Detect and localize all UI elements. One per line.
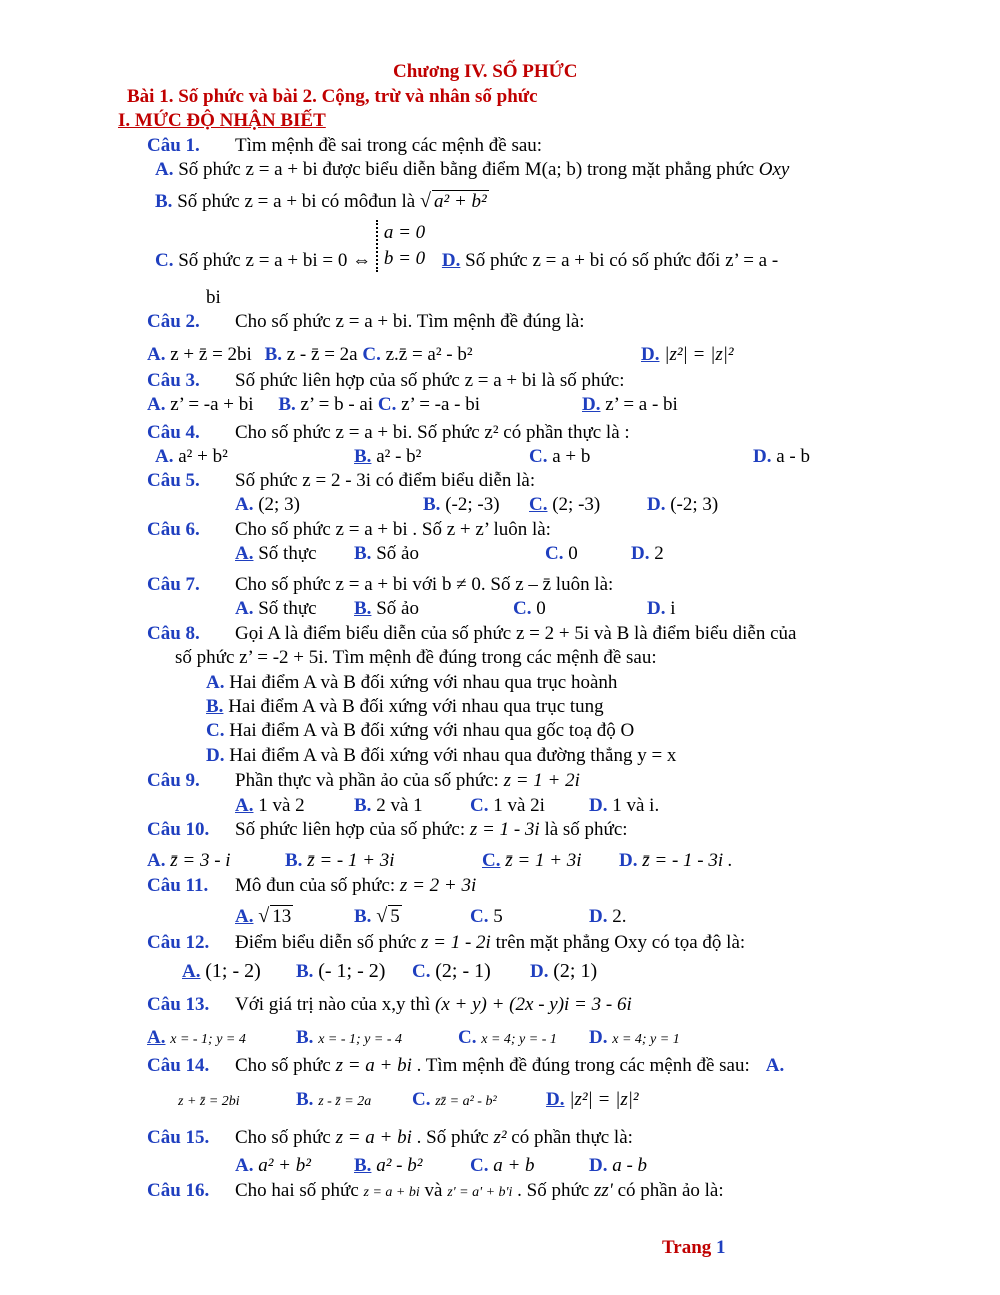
q7-option-b: B. Số ảo bbox=[354, 598, 419, 619]
q14-option-c: C. zz̄ = a² - b² bbox=[412, 1089, 497, 1110]
q1-option-a: A. Số phức z = a + bi được biểu diễn bằng điểm M(a; b) trong mặt phẳng phức Oxy bbox=[155, 159, 790, 180]
q12-option-b: B. (- 1; - 2) bbox=[296, 960, 386, 982]
q5-option-c: C. (2; -3) bbox=[529, 494, 601, 515]
q11-option-b: B. √ 5 bbox=[354, 906, 402, 928]
q6-option-d: D. 2 bbox=[631, 543, 664, 564]
q12-option-d: D. (2; 1) bbox=[530, 960, 598, 982]
q11-option-c: C. 5 bbox=[470, 906, 503, 927]
sqrt-expr: √ a² + b² bbox=[420, 191, 489, 213]
q13-option-b: B. x = - 1; y = - 4 bbox=[296, 1027, 402, 1048]
q8-option-a: A. Hai điểm A và B đối xứng với nhau qua trục hoành bbox=[206, 672, 618, 693]
question-label: Câu 1. bbox=[147, 135, 200, 156]
q14-option-d: D. |z²| = |z|² bbox=[546, 1089, 639, 1110]
q4-option-a: A. a² + b² bbox=[155, 446, 228, 467]
q8-option-b: B. Hai điểm A và B đối xứng với nhau qua trục tung bbox=[206, 696, 604, 717]
q5-option-d: D. (-2; 3) bbox=[647, 494, 719, 515]
q10-option-d: D. z̄ = - 1 - 3i . bbox=[619, 850, 733, 871]
q9-option-d: D. 1 và i. bbox=[589, 795, 660, 816]
q2-options: A. z + z̄ = 2bi B. z - z̄ = 2a C. z.z̄ = a² - b² bbox=[147, 344, 473, 365]
q8-option-d: D. Hai điểm A và B đối xứng với nhau qua đường thẳng y = x bbox=[206, 745, 677, 766]
q9-option-b: B. 2 và 1 bbox=[354, 795, 423, 816]
q9-option-a: A. 1 và 2 bbox=[235, 795, 305, 816]
q5-option-b: B. (-2; -3) bbox=[423, 494, 500, 515]
q6-option-a: A. Số thực bbox=[235, 543, 317, 564]
lesson-subtitle: Bài 1. Số phức và bài 2. Cộng, trừ và nhân số phức bbox=[127, 86, 538, 107]
q10-option-b: B. z̄ = - 1 + 3i bbox=[285, 850, 395, 871]
q6-option-b: B. Số ảo bbox=[354, 543, 419, 564]
q11-option-a: A. √ 13 bbox=[235, 906, 293, 928]
question-9: Câu 9. Phần thực và phần ảo của số phức: z = 1 + 2i bbox=[147, 770, 580, 791]
q8-option-c: C. Hai điểm A và B đối xứng với nhau qua gốc toạ độ O bbox=[206, 720, 635, 741]
q15-option-a: A. a² + b² bbox=[235, 1155, 311, 1176]
question-8: Câu 8. Gọi A là điểm biểu diễn của số phức z = 2 + 5i và B là điểm biểu diễn của bbox=[147, 623, 797, 644]
q13-option-d: D. x = 4; y = 1 bbox=[589, 1027, 680, 1048]
question-16: Câu 16. Cho hai số phức z = a + bi và z' = a' + b'i . Số phức zz' có phần ảo là: bbox=[147, 1180, 724, 1201]
q2-option-d: D. |z²| = |z|² bbox=[641, 344, 734, 365]
question-14: Câu 14. Cho số phức z = a + bi . Tìm mệnh đề đúng trong các mệnh đề sau: A. bbox=[147, 1055, 785, 1076]
q4-option-c: C. a + b bbox=[529, 446, 591, 467]
q12-option-a: A. (1; - 2) bbox=[182, 960, 261, 982]
question-8-continued: số phức z’ = -2 + 5i. Tìm mệnh đề đúng trong các mệnh đề sau: bbox=[175, 647, 657, 668]
section-heading: I. MỨC ĐỘ NHẬN BIẾT bbox=[118, 110, 326, 131]
question-5: Câu 5. Số phức z = 2 - 3i có điểm biểu diễn là: bbox=[147, 470, 536, 491]
q3-options: A. z’ = -a + bi B. z’ = b - ai C. z’ = -a - bi bbox=[147, 394, 481, 415]
q13-option-c: C. x = 4; y = - 1 bbox=[458, 1027, 557, 1048]
q14-option-a: z + z̄ = 2bi bbox=[178, 1094, 240, 1109]
q5-option-a: A. (2; 3) bbox=[235, 494, 300, 515]
q15-option-d: D. a - b bbox=[589, 1155, 648, 1176]
q7-option-a: A. Số thực bbox=[235, 598, 317, 619]
q6-option-c: C. 0 bbox=[545, 543, 578, 564]
q10-option-c: C. z̄ = 1 + 3i bbox=[482, 850, 582, 871]
question-10: Câu 10. Số phức liên hợp của số phức: z = 1 - 3i là số phức: bbox=[147, 819, 628, 840]
question-6: Câu 6. Cho số phức z = a + bi . Số z + z’ luôn là: bbox=[147, 519, 551, 540]
question-15: Câu 15. Cho số phức z = a + bi . Số phức z² có phần thực là: bbox=[147, 1127, 633, 1148]
q12-option-c: C. (2; - 1) bbox=[412, 960, 491, 982]
question-7: Câu 7. Cho số phức z = a + bi với b ≠ 0. Số z – z̄ luôn là: bbox=[147, 574, 614, 595]
question-13: Câu 13. Với giá trị nào của x,y thì (x + y) + (2x - y)i = 3 - 6i bbox=[147, 994, 632, 1015]
q7-option-d: D. i bbox=[647, 598, 676, 619]
q13-option-a: A. x = - 1; y = 4 bbox=[147, 1027, 246, 1048]
question-1: Câu 1. Tìm mệnh đề sai trong các mệnh đề sau: bbox=[147, 135, 543, 156]
q1-option-d-continued: bi bbox=[206, 287, 221, 308]
q14-option-b: B. z - z̄ = 2a bbox=[296, 1089, 372, 1110]
question-12: Câu 12. Điểm biểu diễn số phức z = 1 - 2i trên mặt phẳng Oxy có tọa độ là: bbox=[147, 932, 746, 953]
equation-system: a = 0 b = 0 bbox=[376, 220, 425, 272]
q4-option-d: D. a - b bbox=[753, 446, 810, 467]
q1-option-c: C. Số phức z = a + bi = 0 ⇔ a = 0 b = 0 D. Số phức z = a + bi có số phức đối z’ = a - bbox=[155, 222, 779, 272]
chapter-title: Chương IV. SỐ PHỨC bbox=[393, 61, 578, 82]
question-4: Câu 4. Cho số phức z = a + bi. Số phức z² có phần thực là : bbox=[147, 422, 630, 443]
q7-option-c: C. 0 bbox=[513, 598, 546, 619]
q10-option-a: A. z̄ = 3 - i bbox=[147, 850, 231, 871]
question-3: Câu 3. Số phức liên hợp của số phức z = a + bi là số phức: bbox=[147, 370, 625, 391]
q4-option-b: B. a² - b² bbox=[354, 446, 422, 467]
q3-option-d: D. z’ = a - bi bbox=[582, 394, 678, 415]
q11-option-d: D. 2. bbox=[589, 906, 627, 927]
q9-option-c: C. 1 và 2i bbox=[470, 795, 545, 816]
question-11: Câu 11. Mô đun của số phức: z = 2 + 3i bbox=[147, 875, 477, 896]
q1-option-b: B. Số phức z = a + bi có môđun là √ a² + b² bbox=[155, 191, 489, 213]
page-number: Trang 1 bbox=[662, 1237, 726, 1258]
q15-option-b: B. a² - b² bbox=[354, 1155, 423, 1176]
question-2: Câu 2. Cho số phức z = a + bi. Tìm mệnh đề đúng là: bbox=[147, 311, 585, 332]
q15-option-c: C. a + b bbox=[470, 1155, 535, 1176]
